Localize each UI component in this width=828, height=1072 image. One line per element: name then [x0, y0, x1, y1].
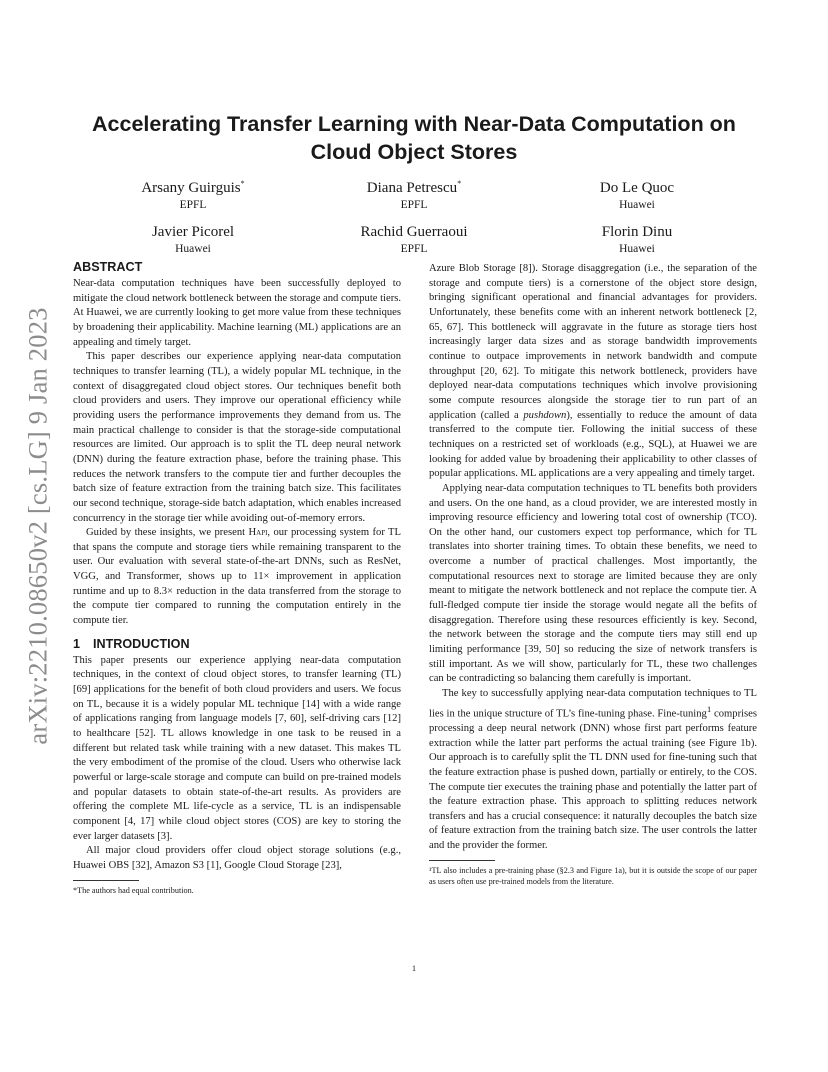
body-paragraph: Applying near-data computation techniques to TL benefits both providers and users. On the one hand, as a cloud provider, we are interested mostly in improving resource efficiency and lowering total cost of ownership (TCO). On the other hand, our customers expect top performance, which for TL translates into shorter training times. To obtain these benefits, we need to overcome a number of practical challenges. Most importantly, the computational resources next to storage are limited because they are only meant to mitigate the network bottleneck and not replace the compute tier. A full-fledged compute tier inside the storage would negate all the befits of disaggregation. Therefore using these resources efficiently is key. Second, the network between the storage and the compute tiers may still end up limiting performance [39, 50] so reducing the size of network transfers is still important. As we will show, particularly for TL, these two challenges can be contradicting so balancing them carefully is important. [429, 482, 757, 685]
author-affiliation: Huawei [175, 243, 211, 255]
author-name: Diana Petrescu [366, 180, 458, 196]
paper-title: Accelerating Transfer Learning with Near-Data Computation on Cloud Object Stores [92, 112, 736, 164]
author-block [304, 219, 524, 256]
footnote-marker: 1 [706, 703, 712, 714]
section-number: 1 [73, 636, 81, 651]
abstract-paragraph: This paper describes our experience applying near-data computation techniques to transfer learning (TL), a widely popular ML technique, in the context of disaggregated cloud object stores. Our techniques benefit both cloud providers and users. They improve our operational efficiency while providing users the performance improvements they demand from us. The main practical challenge to consider is that the storage-side computational resources are limited. Our approach is to split the TL deep neural network (DNN) during the feature extraction phase, before the training phase. This reduces the network transfers to the compute tier and further decouples the batch size of feature extraction from the training batch size. This facilitates our second technique, storage-side batch adaptation, which enables increased concurrency in the storage tier while avoiding out-of-memory errors. [73, 351, 401, 524]
footnote-divider [73, 880, 139, 881]
footnote: *The authors had equal contribution. [73, 885, 194, 895]
author-affiliation: Huawei [619, 243, 655, 255]
author-block [527, 219, 747, 256]
equal-contribution-mark: * [457, 179, 462, 188]
body-paragraph: All major cloud providers offer cloud object storage solutions (e.g., Huawei OBS [32], Amazon S3 [1], Google Cloud Storage [23], [73, 845, 401, 871]
author-affiliation: EPFL [179, 199, 207, 211]
equal-contribution-mark: * [240, 179, 245, 188]
author-affiliation: EPFL [400, 243, 428, 255]
footnote: ¹TL also includes a pre-training phase (§2.3 and Figure 1a), but it is outside the scope of our paper as users often use pre-trained models from the literature. [429, 865, 757, 886]
abstract-heading: ABSTRACT [73, 260, 143, 274]
author-name: Javier Picorel [151, 224, 235, 240]
author-affiliation: Huawei [619, 199, 655, 211]
emphasis: pushdown [523, 409, 567, 421]
system-name: Hapi [248, 527, 268, 539]
author-name: Do Le Quoc [599, 180, 675, 196]
author-block [83, 219, 303, 256]
body-paragraph: The key to successfully applying near-data computation techniques to TL lies in the unique structure of TL’s fine-tuning phase. Fine-tuning$^1$ comprises processing a deep neural network (DNN) whose first part performs feature extraction while the latter part performs the actual training (see Figure 1b). Our approach is to carefully split the TL DNN used for fine-tuning such that the feature extraction phase is pushed down, partially or entirely, to the COS. The compute tier executes the training phase and potentially the latter part of the feature extraction phase. This approach to splitting reduces network transfers and has a crucial consequence: it naturally decouples the batch size of feature extraction from the training batch size. The user controls the latter and the provider the former. [429, 688, 757, 852]
body-paragraph: Azure Blob Storage [8]). Storage disaggregation (i.e., the separation of the storage and compute tiers) is a cornerstone of the object store design, bringing significant operational and financial advantages for providers. Unfortunately, these benefits come with an inherent network bottleneck [2, 65, 67]. This bottleneck will aggravate in the future as storage tiers host increasingly larger data sizes and as storage bandwidth improvements continue to outpace improvements in network bandwidth and compute throughput [20, 62]. To mitigate this network bottleneck, providers have deployed near-data computations techniques which involve provisioning some compute resources alongside the storage tier to run part of an application (called a pushdown), essentially to reduce the amount of data transferred to the compute tier. Following the initial success of these techniques on a restricted set of workloads (e.g., SQL), at Huawei we are looking for added value by broadening their applicability to other classes of popular applications. ML applications are a very appealing and timely target. [429, 263, 757, 480]
author-block [304, 175, 524, 212]
author-block [83, 175, 303, 212]
author-affiliation: EPFL [400, 199, 428, 211]
section-heading [73, 635, 401, 653]
body-paragraph: This paper presents our experience applying near-data computation techniques, in the context of cloud object stores, to transfer learning (TL) [69] applications for the benefit of both cloud providers and users. We focus on TL, because it is a widely popular ML technique [14] with a wide range of applications ranging from language models [7, 60], self-driving cars [12] to healthcare [52]. TL allows knowledge in one task to be reused in a different but related task while training with a new dataset. This makes TL the very embodiment of the promise of the cloud. Users who otherwise lack powerful or large-scale storage and compute can build on pre-trained models and popular datasets to obtain state-of-the-art results. As providers are offering the complete ML life-cycle as a service, TL is an indispensable component [4, 17] while cloud object stores (COS) are key to storing the ever larger datasets [3]. [73, 654, 401, 842]
right-column [429, 262, 757, 887]
abstract-paragraph: Near-data computation techniques have been successfully deployed to mitigate the cloud network bottleneck between the storage and compute tiers. At Huawei, we are currently looking to get more value from these techniques by broadening their applicability. Machine learning (ML) applications are an appealing and timely target. [73, 278, 402, 348]
author-block [527, 175, 747, 212]
page-number: 1 [411, 963, 417, 973]
author-name: Rachid Guerraoui [360, 224, 468, 240]
arxiv-identifier [20, 296, 56, 756]
arxiv-identifier-text: arXiv:2210.08650v2 [cs.LG] 9 Jan 2023 [22, 307, 53, 745]
section-title: INTRODUCTION [93, 636, 190, 651]
author-name: Arsany Guirguis [141, 180, 241, 196]
left-column [73, 258, 401, 896]
footnote-divider [429, 860, 495, 861]
abstract-paragraph: Guided by these insights, we present Hapi, our processing system for TL that spans the compute and storage tiers while remaining transparent to the user. Our evaluation with several state-of-the-art DNNs, such as ResNet, VGG, and Transformer, shows up to 11× improvement in application runtime and up to 8.3× reduction in the data transferred from the storage to the compute tier compared to running the computation entirely in the compute tier. [73, 527, 402, 627]
author-name: Florin Dinu [601, 224, 673, 240]
